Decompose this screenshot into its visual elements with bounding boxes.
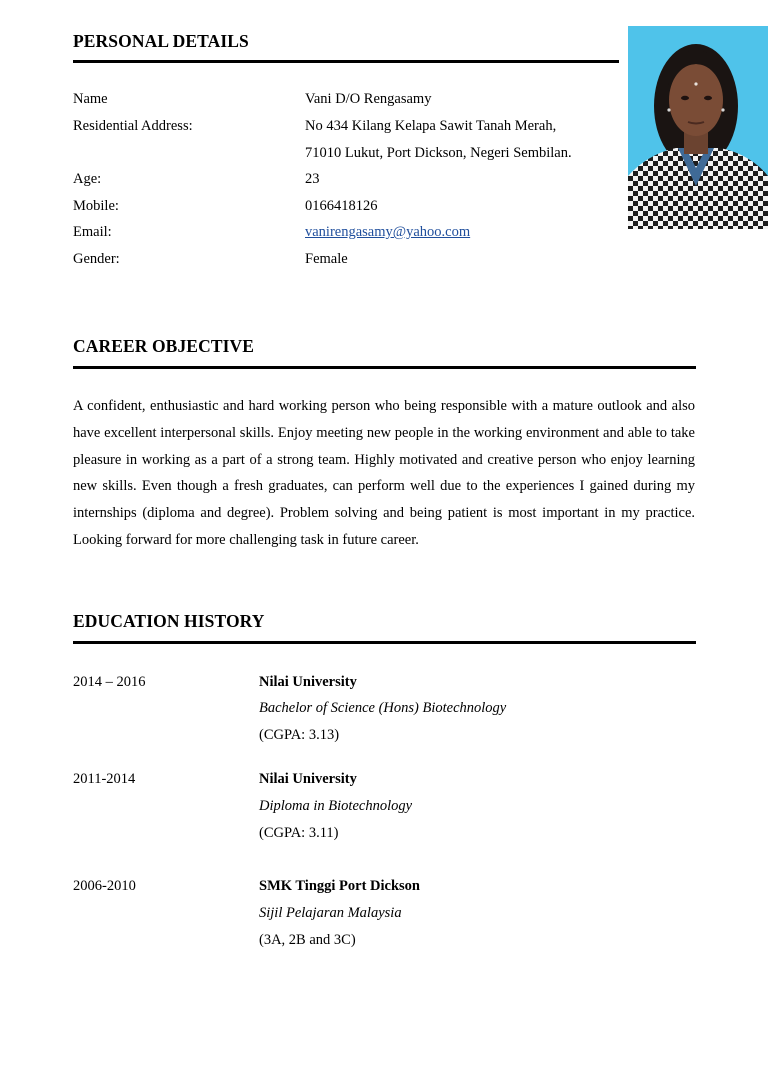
mobile-value: 0166418126 <box>305 198 378 214</box>
age-label: Age: <box>73 171 102 187</box>
education-years: 2014 – 2016 <box>73 674 146 690</box>
career-objective-text: A confident, enthusiastic and hard working person who being responsible with a mature outlook and also have excellent interpersonal skills. Enjoy meeting new people in the working environment and able to take pleasure in working as a part of a strong team. Highly motivated and creative person who enjoy learning new skills. Even though a fresh graduates, can perform well due to the experiences I gained during my internships (diploma and degree). Problem solving and being patient is most important in my practice. Looking forward for more challenging task in future career. <box>73 398 695 548</box>
gender-value: Female <box>305 251 348 267</box>
personal-details-rule <box>73 60 619 63</box>
personal-details-heading: PERSONAL DETAILS <box>73 31 249 51</box>
education-history-rule <box>73 641 696 644</box>
name-value: Vani D/O Rengasamy <box>305 91 432 107</box>
education-years: 2011-2014 <box>73 771 136 787</box>
name-label: Name <box>73 91 108 107</box>
education-institution: Nilai University <box>259 674 357 690</box>
address-line-1: No 434 Kilang Kelapa Sawit Tanah Merah, <box>305 118 557 134</box>
education-result: (3A, 2B and 3C) <box>259 932 356 948</box>
education-program: Diploma in Biotechnology <box>259 798 413 814</box>
gender-label: Gender: <box>73 251 120 267</box>
address-label: Residential Address: <box>73 118 193 134</box>
education-result: (CGPA: 3.11) <box>259 825 339 841</box>
address-line-2: 71010 Lukut, Port Dickson, Negeri Sembilan. <box>305 145 572 161</box>
education-history-heading: EDUCATION HISTORY <box>73 611 265 631</box>
career-objective-heading: CAREER OBJECTIVE <box>73 336 255 356</box>
education-institution: SMK Tinggi Port Dickson <box>259 878 421 894</box>
education-institution: Nilai University <box>259 771 357 787</box>
career-objective-rule <box>73 366 696 369</box>
age-value: 23 <box>305 171 320 187</box>
profile-photo <box>628 26 768 229</box>
education-result: (CGPA: 3.13) <box>259 727 340 743</box>
education-program: Sijil Pelajaran Malaysia <box>259 905 402 921</box>
education-years: 2006-2010 <box>73 878 136 894</box>
email-label: Email: <box>73 224 112 240</box>
portrait-illustration <box>628 26 768 229</box>
mobile-label: Mobile: <box>73 198 119 214</box>
education-program: Bachelor of Science (Hons) Biotechnology <box>259 700 507 716</box>
email-link[interactable]: vanirengasamy@yahoo.com <box>305 224 471 240</box>
